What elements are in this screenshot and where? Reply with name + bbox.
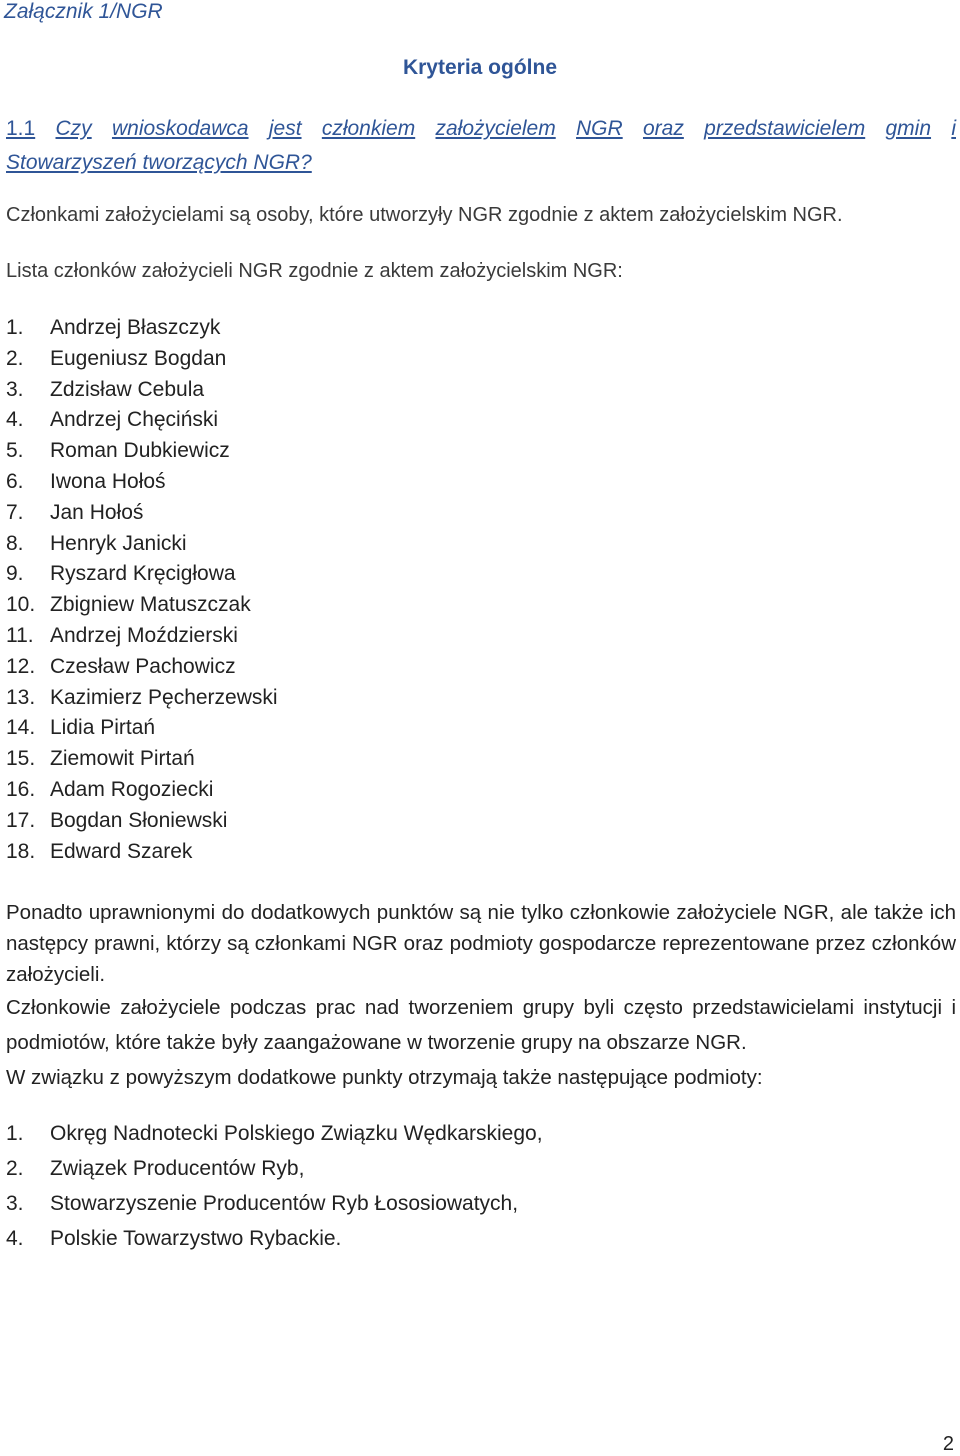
member-item bbox=[6, 744, 278, 775]
member-item-name: Jan Hołoś bbox=[50, 500, 144, 524]
member-item-name: Zdzisław Cebula bbox=[50, 377, 205, 401]
question-heading bbox=[6, 112, 956, 180]
member-item bbox=[6, 375, 278, 406]
section-heading: Kryteria ogólne bbox=[402, 56, 558, 79]
member-item-number: 4. bbox=[6, 408, 24, 432]
entity-item-number: 4. bbox=[6, 1227, 24, 1250]
member-item-name: Andrzej Błaszczyk bbox=[50, 316, 221, 339]
member-item bbox=[6, 529, 278, 560]
member-item bbox=[6, 713, 278, 744]
question-line-1 bbox=[6, 112, 956, 146]
member-item-number: 3. bbox=[6, 377, 24, 401]
annex-title: Załącznik 1/NGR bbox=[4, 0, 163, 23]
paragraph-additional-points: Ponadto uprawnionymi do dodatkowych punktów są nie tylko członkowie założyciele NGR, ale także ich następcy prawni, którzy są członkami NGR oraz podmioty gospodarcze reprezentowane przez członków założycieli. bbox=[6, 901, 956, 986]
entity-item-number: 1. bbox=[6, 1122, 24, 1145]
question-word: i bbox=[951, 117, 956, 140]
member-item-name: Bogdan Słoniewski bbox=[50, 808, 228, 832]
member-item-name: Zbigniew Matuszczak bbox=[50, 593, 251, 617]
entity-item-number: 3. bbox=[6, 1192, 24, 1215]
member-item-number: 10. bbox=[6, 593, 36, 617]
member-item-number: 11. bbox=[6, 623, 34, 647]
member-item-name: Henryk Janicki bbox=[50, 531, 187, 555]
member-item-number: 5. bbox=[6, 439, 24, 463]
entity-list bbox=[6, 1117, 543, 1257]
member-item bbox=[6, 344, 278, 375]
entity-item-name: Związek Producentów Ryb, bbox=[50, 1157, 305, 1180]
question-word: przedstawicielem bbox=[704, 117, 866, 140]
question-word: oraz bbox=[642, 117, 684, 140]
member-item bbox=[6, 590, 278, 621]
question-word: gmin bbox=[885, 117, 932, 140]
member-list bbox=[6, 313, 278, 867]
question-word: jest bbox=[268, 117, 302, 140]
question-number: 1.1 bbox=[6, 117, 36, 140]
member-item bbox=[6, 498, 278, 529]
entity-item-number: 2. bbox=[6, 1157, 24, 1180]
page-number: 2 bbox=[942, 1433, 954, 1455]
question-word: wnioskodawca bbox=[111, 117, 249, 140]
member-item-number: 17. bbox=[6, 808, 36, 832]
member-item-number: 8. bbox=[6, 531, 24, 555]
member-item-name: Ryszard Kręcigłowa bbox=[50, 562, 236, 586]
member-item-number: 14. bbox=[6, 716, 36, 740]
member-item bbox=[6, 313, 278, 344]
question-word: NGR bbox=[576, 117, 623, 140]
member-item bbox=[6, 775, 278, 806]
member-item-name: Kazimierz Pęcherzewski bbox=[50, 685, 278, 709]
entity-item bbox=[6, 1187, 543, 1222]
member-item-name: Roman Dubkiewicz bbox=[50, 439, 230, 463]
member-item-name: Iwona Hołoś bbox=[50, 469, 166, 493]
member-item-name: Eugeniusz Bogdan bbox=[50, 346, 227, 370]
member-item-number: 15. bbox=[6, 747, 36, 771]
member-item-name: Ziemowit Pirtań bbox=[50, 747, 195, 771]
member-item-name: Czesław Pachowicz bbox=[50, 654, 236, 678]
entity-item-name: Okręg Nadnotecki Polskiego Związku Wędkarskiego, bbox=[50, 1122, 543, 1145]
member-item bbox=[6, 837, 278, 868]
entity-item bbox=[6, 1152, 543, 1187]
question-word: członkiem bbox=[321, 117, 416, 140]
member-item-name: Edward Szarek bbox=[50, 839, 193, 863]
entity-item-name: Polskie Towarzystwo Rybackie. bbox=[50, 1227, 342, 1250]
entity-item-name: Stowarzyszenie Producentów Ryb Łososiowatych, bbox=[50, 1192, 519, 1215]
member-item-number: 1. bbox=[6, 316, 24, 339]
member-item-number: 6. bbox=[6, 469, 24, 493]
member-item bbox=[6, 621, 278, 652]
member-item-number: 16. bbox=[6, 777, 36, 801]
entity-item bbox=[6, 1117, 543, 1152]
member-item-name: Lidia Pirtań bbox=[50, 716, 156, 740]
member-list-heading: Lista członków założycieli NGR zgodnie z aktem założycielskim NGR: bbox=[6, 260, 623, 282]
paragraph-entities-intro: W związku z powyższym dodatkowe punkty otrzymają także następujące podmioty: bbox=[6, 1066, 763, 1089]
member-item bbox=[6, 467, 278, 498]
intro-text: Członkami założycielami są osoby, które utworzyły NGR zgodnie z aktem założycielskim NGR. bbox=[6, 204, 843, 226]
member-item bbox=[6, 559, 278, 590]
member-item-number: 9. bbox=[6, 562, 24, 586]
member-item bbox=[6, 806, 278, 837]
member-item-number: 12. bbox=[6, 654, 36, 678]
member-item-name: Andrzej Moździerski bbox=[50, 623, 238, 647]
question-word: założycielem bbox=[435, 117, 556, 140]
member-item bbox=[6, 405, 278, 436]
member-item-number: 2. bbox=[6, 346, 24, 370]
paragraph-founders-institutions: Członkowie założyciele podczas prac nad tworzeniem grupy byli często przedstawicielami instytucji i podmiotów, które także były zaangażowane w tworzenie grupy na obszarze NGR. bbox=[6, 996, 956, 1054]
question-word: Czy bbox=[55, 117, 92, 140]
member-item bbox=[6, 652, 278, 683]
member-item-number: 13. bbox=[6, 685, 36, 709]
member-item-number: 7. bbox=[6, 500, 24, 524]
member-item-number: 18. bbox=[6, 839, 36, 863]
member-item bbox=[6, 683, 278, 714]
member-item-name: Andrzej Chęciński bbox=[50, 408, 219, 432]
question-line-2: Stowarzyszeń tworzących NGR? bbox=[6, 151, 312, 174]
entity-item bbox=[6, 1222, 543, 1257]
member-item bbox=[6, 436, 278, 467]
member-item-name: Adam Rogoziecki bbox=[50, 777, 214, 801]
